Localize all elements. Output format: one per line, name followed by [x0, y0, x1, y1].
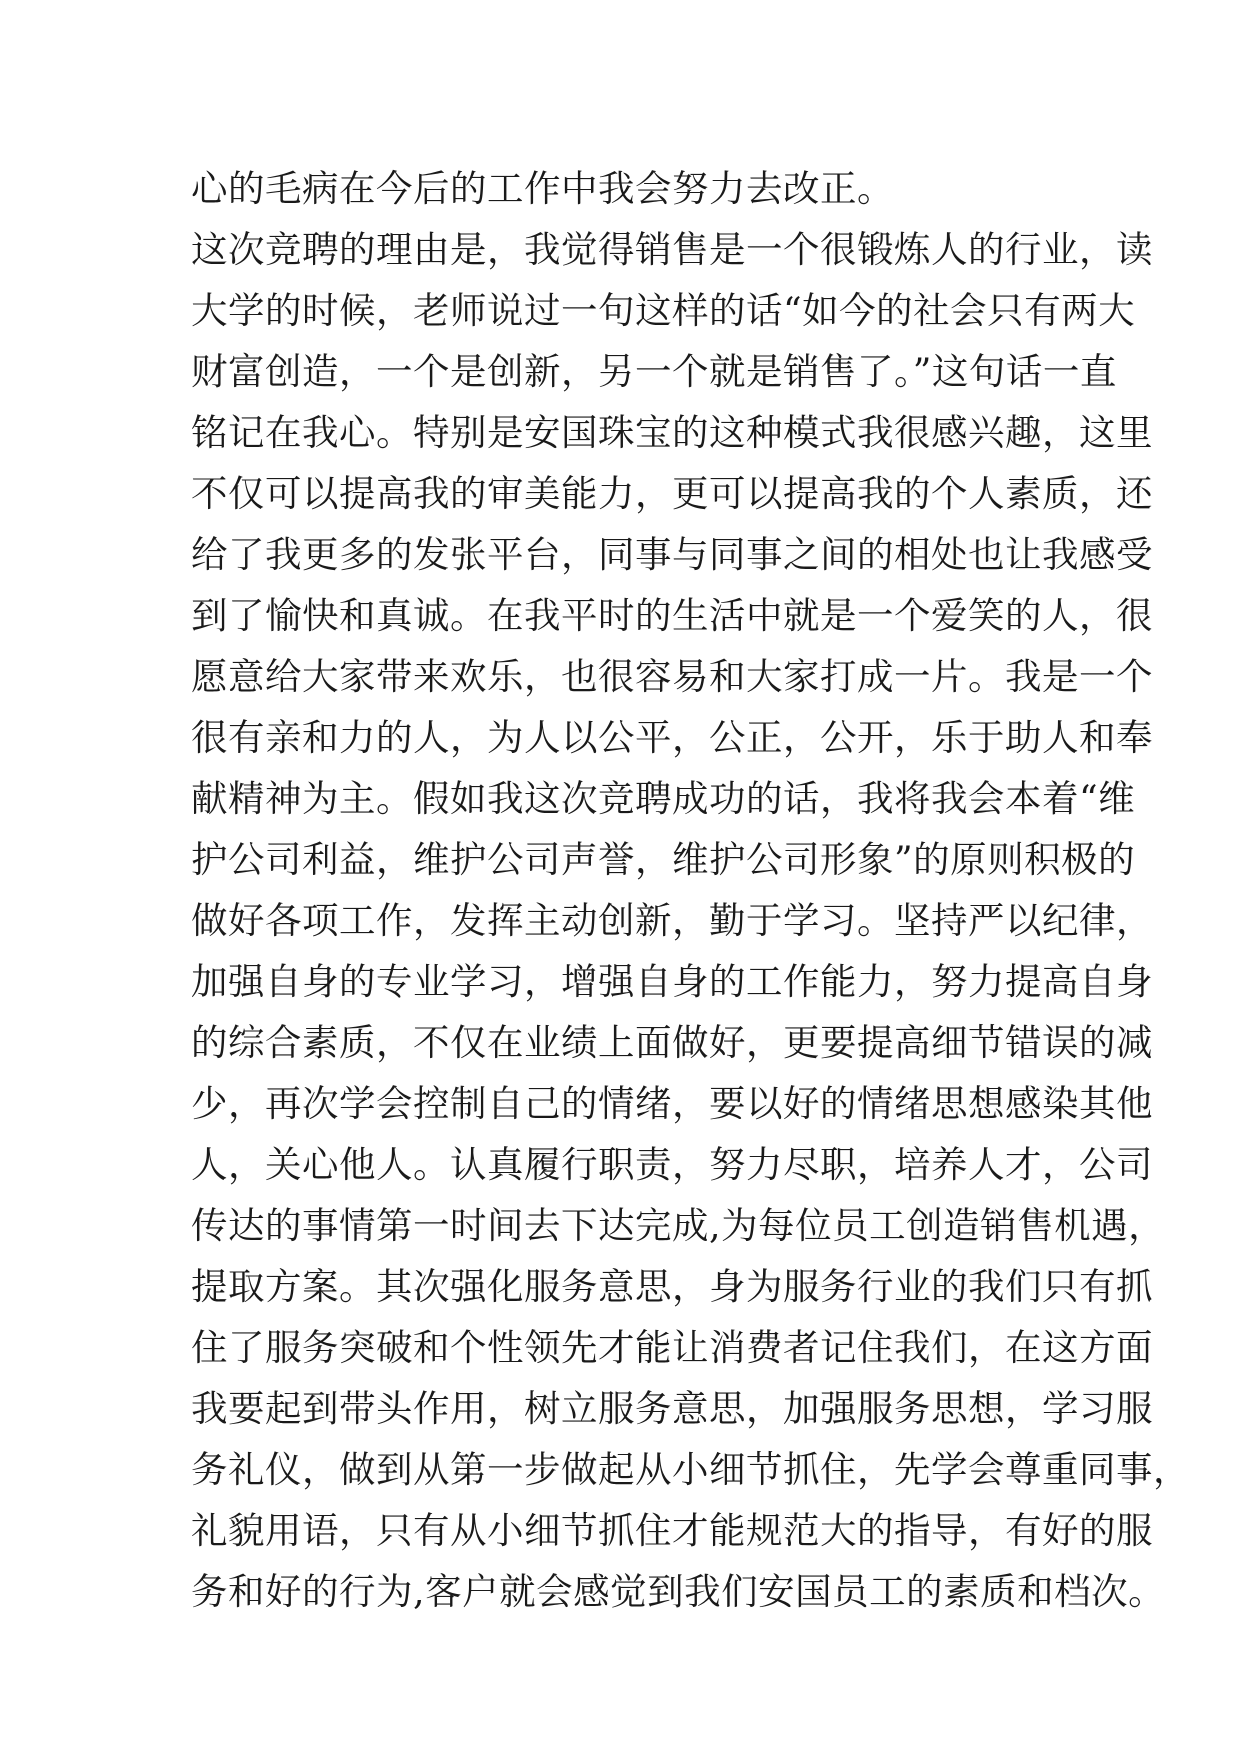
text-line: 很有亲和力的人，为人以公平，公正，公开，乐于助人和奉 — [191, 716, 1153, 759]
text-line: 礼貌用语，只有从小细节抓住才能规范大的指导，有好的服 — [191, 1509, 1153, 1552]
text-line: 护公司利益，维护公司声誉，维护公司形象”的原则积极的 — [191, 838, 1136, 881]
text-line: 加强自身的专业学习，增强自身的工作能力，努力提高自身 — [191, 960, 1153, 1003]
text-line: 传达的事情第一时间去下达完成,为每位员工创造销售机遇， — [191, 1204, 1166, 1247]
text-line: 大学的时候，老师说过一句这样的话“如今的社会只有两大 — [191, 289, 1136, 332]
text-line: 财富创造，一个是创新，另一个就是销售了。”这句话一直 — [191, 350, 1117, 393]
text-line: 铭记在我心。特别是安国珠宝的这种模式我很感兴趣，这里 — [191, 411, 1153, 454]
text-line: 的综合素质，不仅在业绩上面做好，更要提高细节错误的减 — [191, 1021, 1153, 1064]
text-line: 到了愉快和真诚。在我平时的生活中就是一个爱笑的人，很 — [191, 594, 1153, 637]
text-line: 给了我更多的发张平台，同事与同事之间的相处也让我感受 — [191, 533, 1153, 576]
text-line: 住了服务突破和个性领先才能让消费者记住我们，在这方面 — [191, 1326, 1153, 1369]
text-line: 这次竞聘的理由是，我觉得销售是一个很锻炼人的行业，读 — [191, 228, 1153, 271]
text-line: 务礼仪，做到从第一步做起从小细节抓住，先学会尊重同事， — [191, 1448, 1190, 1491]
text-line: 献精神为主。假如我这次竞聘成功的话，我将我会本着“维 — [191, 777, 1136, 820]
text-line: 心的毛病在今后的工作中我会努力去改正。 — [191, 167, 894, 210]
text-line: 做好各项工作，发挥主动创新，勤于学习。坚持严以纪律， — [191, 899, 1153, 942]
text-line: 务和好的行为,客户就会感觉到我们安国员工的素质和档次。 — [191, 1570, 1166, 1613]
body-text — [191, 158, 1190, 1622]
text-line: 提取方案。其次强化服务意思，身为服务行业的我们只有抓 — [191, 1265, 1153, 1308]
text-line: 不仅可以提高我的审美能力，更可以提高我的个人素质，还 — [191, 472, 1153, 515]
text-line: 我要起到带头作用，树立服务意思，加强服务思想，学习服 — [191, 1387, 1153, 1430]
text-line: 人，关心他人。认真履行职责，努力尽职，培养人才，公司 — [191, 1143, 1153, 1186]
text-line: 愿意给大家带来欢乐，也很容易和大家打成一片。我是一个 — [191, 655, 1153, 698]
text-line: 少，再次学会控制自己的情绪，要以好的情绪思想感染其他 — [191, 1082, 1153, 1125]
